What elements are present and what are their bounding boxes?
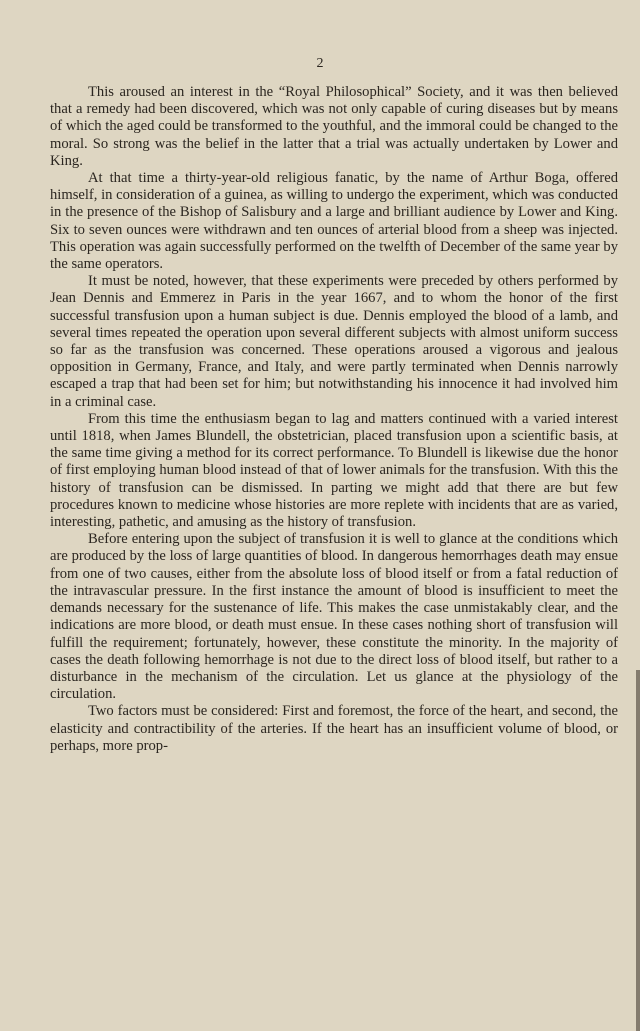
paragraph-hemorrhage: Before entering upon the subject of transfusion it is well to glance at the conditions which are produced by the loss of large quantities of blood. In dangerous hemorrhages death may ensue from one of two causes, either from the absolute loss of blood itself or from a fatal reduction of the intravascular pressure. In the first instance the amount of blood is insufficient to meet the demands necessary for the sustenance of life. This makes the case unmistakably clear, and the indications are more blood, or death must ensue. In these cases nothing short of transfusion will fulfill the requirement; fortunately, however, these constitute the minority. In the majority of cases the death following hemorrhage is not due to the direct loss of blood itself, but rather to a disturbance in the mechanism of the circulation. Let us glance at the physiology of the circulation. [50, 531, 618, 703]
page-number: 2 [316, 56, 324, 71]
paragraph-jean-dennis: It must be noted, however, that these experiments were preceded by others performed by Jean Dennis and Emmerez in Paris in the year 1667, and to whom the honor of the first successful transfusion upon a human subject is due. Dennis employed the blood of a lamb, and several times repeated the operation upon several different subjects with almost uniform success so far as the transfusion was concerned. These operations aroused a vigorous and jealous opposition in Germany, France, and Italy, and were partly terminated when Dennis narrowly escaped a trap that had been set for him; but notwithstanding his innocence it had involved him in a criminal case. [50, 273, 618, 410]
paragraph-two-factors: Two factors must be considered: First and foremost, the force of the heart, and second, the elasticity and contractibility of the arteries. If the heart has an insufficient volume of blood, or perhaps, more prop- [50, 703, 618, 754]
paragraph-arthur-boga: At that time a thirty-year-old religious fanatic, by the name of Arthur Boga, offered himself, in consideration of a guinea, as willing to undergo the experiment, which was conducted in the presence of the Bishop of Salisbury and a large and brilliant audience by Lower and King. Six to seven ounces were withdrawn and ten ounces of arterial blood from a sheep was injected. This operation was again successfully performed on the twelfth of December of the same year by the same operators. [50, 170, 618, 273]
paragraph-royal-society: This aroused an interest in the “Royal Philosophical” Society, and it was then believed that a remedy had been discovered, which was not only capable of curing diseases but by means of which the aged could be transformed to the youthful, and the immoral could be changed to the moral. So strong was the belief in the latter that a trial was actually undertaken by Lower and King. [50, 84, 618, 169]
body-text [50, 84, 618, 755]
paragraph-james-blundell: From this time the enthusiasm began to lag and matters continued with a varied interest until 1818, when James Blundell, the obstetrician, placed transfusion upon a scientific basis, at the same time giving a method for its correct performance. To Blundell is likewise due the honor of first employing human blood instead of that of lower animals for the transfusion. With this the history of transfusion can be dismissed. In parting we might add that there are but few procedures known to medicine whose histories are more replete with incidents that are as varied, interesting, pathetic, and amusing as the history of transfusion. [50, 410, 618, 531]
page-edge-shadow [636, 670, 640, 1031]
